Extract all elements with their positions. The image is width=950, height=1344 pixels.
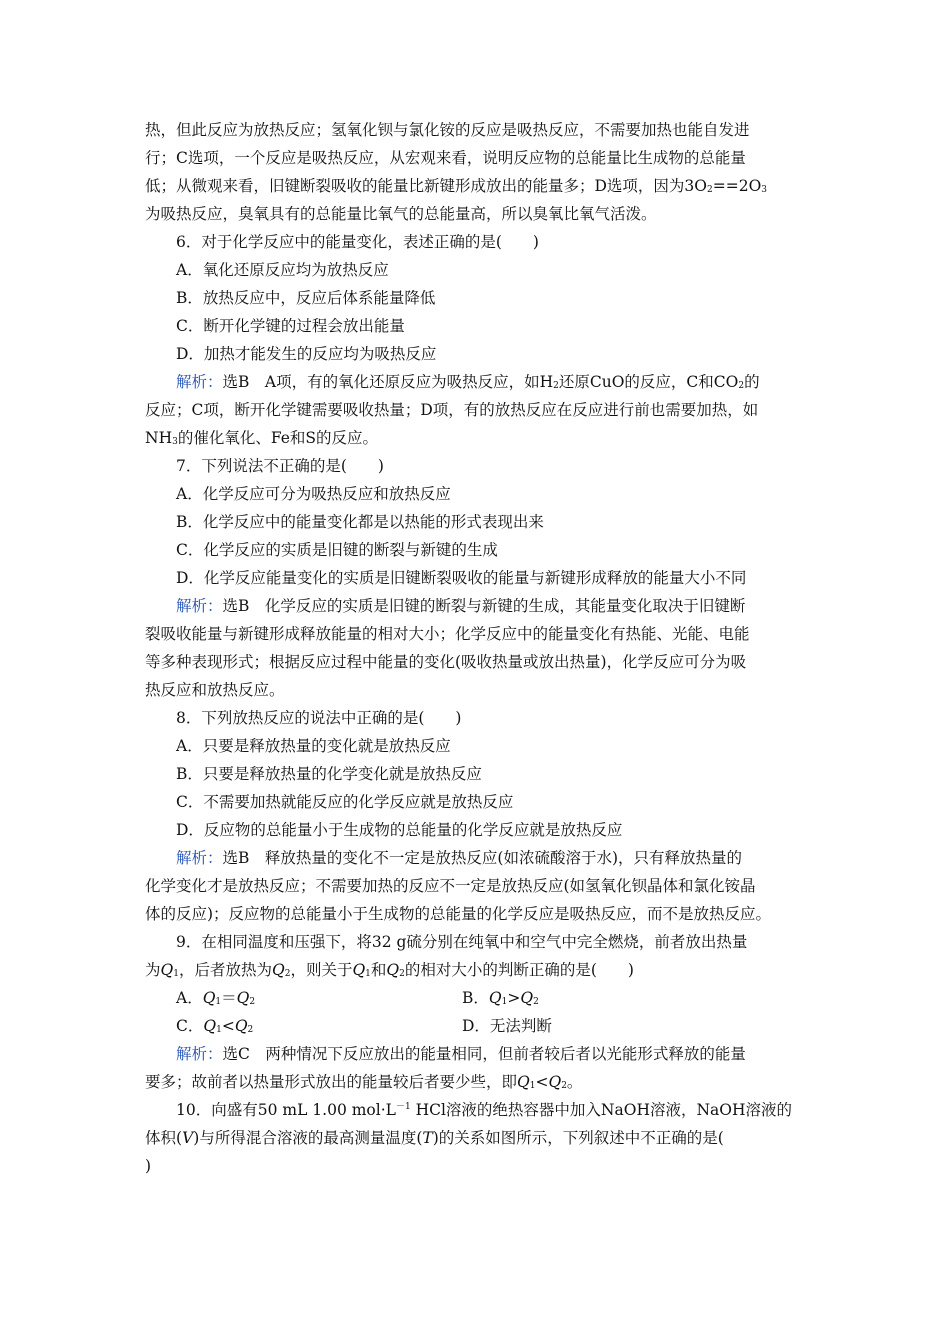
analysis-label: 解析： <box>176 1045 223 1063</box>
q10-stem: 10．向盛有50 mL 1.00 $mol\cdot L^{-1}$ HCl溶液的绝热容器中加入NaOH溶液，NaOH溶液的 <box>176 1101 792 1119</box>
text-line: 低；从微观来看，旧键断裂吸收的能量比新键形成放出的能量多；D选项，因为$3O_2==2O_3$ <box>145 177 768 195</box>
q8-analysis: 解析：选B 释放热量的变化不一定是放热反应(如浓硫酸溶于水)，只有释放热量的 <box>176 849 743 867</box>
q6-analysis: 解析：选B A项，有的氧化还原反应为吸热反应，如$H_2$还原CuO的反应，C和$CO_2$的 <box>176 373 760 391</box>
q9-option-c: C．$Q_1<Q_2$ <box>176 1017 254 1035</box>
q6-analysis-line: $NH_3$的催化氧化、Fe和S的反应。 <box>145 429 379 447</box>
q10-stem-line: 体积(V)与所得混合溶液的最高测量温度(T)的关系如图所示，下列叙述中不正确的是( <box>145 1129 724 1147</box>
text-line: 为吸热反应，臭氧具有的总能量比氧气的总能量高，所以臭氧比氧气活泼。 <box>145 205 657 223</box>
q6-stem: 6．对于化学反应中的能量变化，表述正确的是( ) <box>176 233 539 251</box>
q7-analysis-line: 裂吸收能量与新键形成释放能量的相对大小；化学反应中的能量变化有热能、光能、电能 <box>145 625 750 643</box>
q9-option-b: B．$Q_1>Q_2$ <box>462 989 539 1007</box>
q6-analysis-line: 反应；C项，断开化学键需要吸收热量；D项，有的放热反应在反应进行前也需要加热，如 <box>145 401 759 419</box>
document-page <box>145 116 810 1180</box>
q9-analysis-line: 要多；故前者以热量形式放出的能量较后者要少些，即$Q_1<Q_2$。 <box>145 1073 583 1091</box>
q6-option-d: D．加热才能发生的反应均为吸热反应 <box>176 345 437 363</box>
q7-option-b: B．化学反应中的能量变化都是以热能的形式表现出来 <box>176 513 544 531</box>
q7-stem: 7．下列说法不正确的是( ) <box>176 457 384 475</box>
q7-option-d: D．化学反应能量变化的实质是旧键断裂吸收的能量与新键形成释放的能量大小不同 <box>176 569 747 587</box>
q6-option-c: C．断开化学键的过程会放出能量 <box>176 317 405 335</box>
analysis-label: 解析： <box>176 597 223 615</box>
q9-options-row <box>145 984 810 1012</box>
q9-stem-line: 为$Q_1$，后者放热为$Q_2$，则关于$Q_1$和$Q_2$的相对大小的判断正确的是( ) <box>145 961 634 979</box>
q7-analysis-line: 等多种表现形式；根据反应过程中能量的变化(吸收热量或放出热量)，化学反应可分为吸 <box>145 653 747 671</box>
q8-option-a: A．只要是释放热量的变化就是放热反应 <box>176 737 451 755</box>
q7-analysis-line: 热反应和放热反应。 <box>145 681 285 699</box>
q6-option-a: A．氧化还原反应均为放热反应 <box>176 261 389 279</box>
q8-analysis-line: 化学变化才是放热反应；不需要加热的反应不一定是放热反应(如氢氧化钡晶体和氯化铵晶 <box>145 877 756 895</box>
q9-option-d: D．无法判断 <box>462 1017 552 1035</box>
q9-analysis: 解析：选C 两种情况下反应放出的能量相同，但前者较后者以光能形式释放的能量 <box>176 1045 746 1063</box>
q8-option-c: C．不需要加热就能反应的化学反应就是放热反应 <box>176 793 514 811</box>
q10-stem-line: ) <box>145 1157 152 1175</box>
q7-option-a: A．化学反应可分为吸热反应和放热反应 <box>176 485 451 503</box>
q9-options-row <box>145 1012 810 1040</box>
q7-option-c: C．化学反应的实质是旧键的断裂与新键的生成 <box>176 541 498 559</box>
analysis-label: 解析： <box>176 849 223 867</box>
q9-option-a: A．$Q_1=Q_2$ <box>176 989 256 1007</box>
q8-stem: 8．下列放热反应的说法中正确的是( ) <box>176 709 462 727</box>
q6-option-b: B．放热反应中，反应后体系能量降低 <box>176 289 436 307</box>
q8-option-b: B．只要是释放热量的化学变化就是放热反应 <box>176 765 482 783</box>
q8-option-d: D．反应物的总能量小于生成物的总能量的化学反应就是放热反应 <box>176 821 623 839</box>
text-line: 行；C选项，一个反应是吸热反应，从宏观来看，说明反应物的总能量比生成物的总能量 <box>145 149 746 167</box>
q8-analysis-line: 体的反应)；反应物的总能量小于生成物的总能量的化学反应是吸热反应，而不是放热反应。 <box>145 905 772 923</box>
analysis-label: 解析： <box>176 373 223 391</box>
q9-stem: 9．在相同温度和压强下，将32 g硫分别在纯氧中和空气中完全燃烧，前者放出热量 <box>176 933 748 951</box>
q7-analysis: 解析：选B 化学反应的实质是旧键的断裂与新键的生成，其能量变化取决于旧键断 <box>176 597 746 615</box>
text-line: 热，但此反应为放热反应；氢氧化钡与氯化铵的反应是吸热反应，不需要加热也能自发进 <box>145 121 750 139</box>
